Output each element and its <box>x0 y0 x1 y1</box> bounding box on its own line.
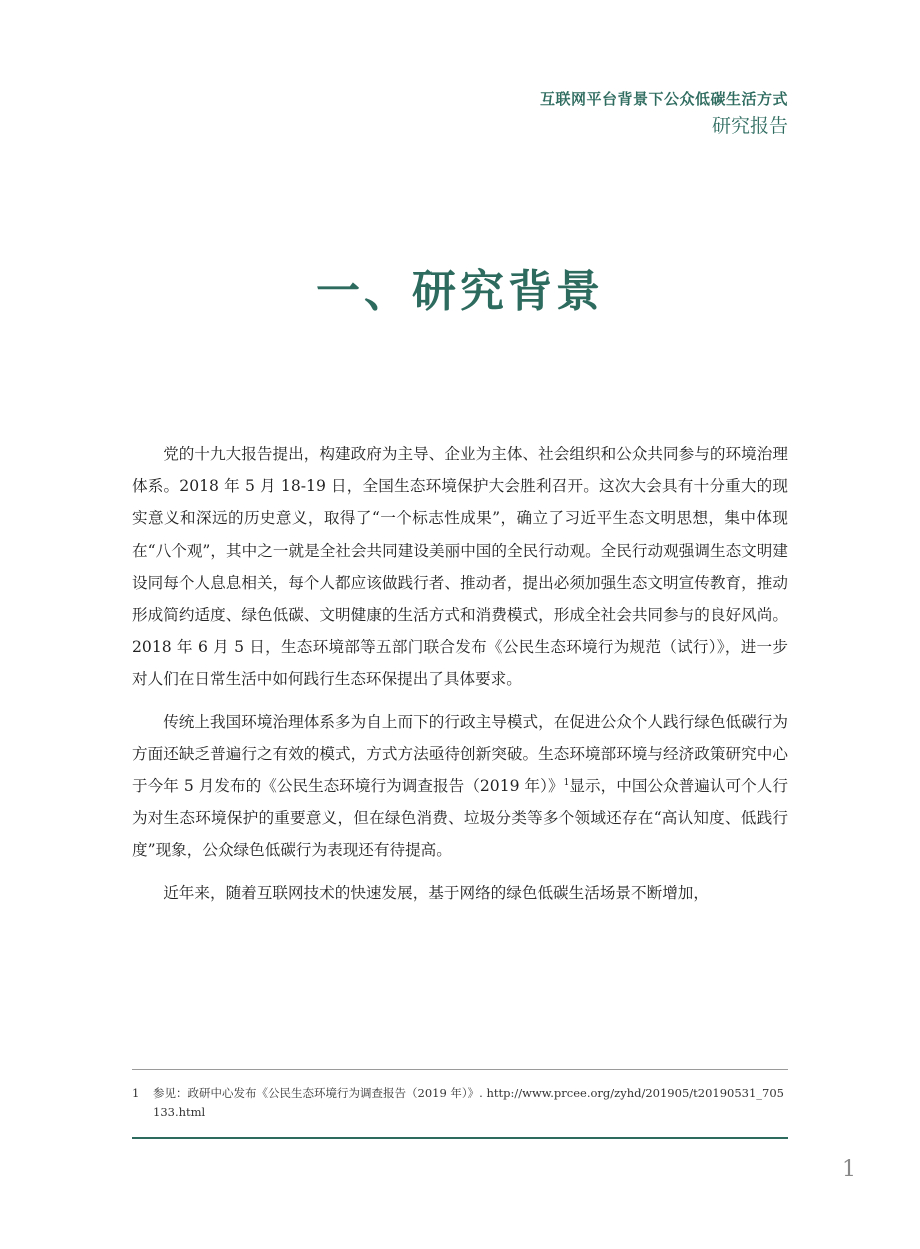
section-title: 一、研究背景 <box>316 266 604 317</box>
header-report-title: 互联网平台背景下公众低碳生活方式 <box>539 90 788 108</box>
footnote-divider <box>132 1069 788 1070</box>
paragraph-2 <box>132 706 788 867</box>
header-report-subtitle: 研究报告 <box>711 115 788 137</box>
footnote-text: 参见：政研中心发布《公民生态环境行为调查报告（2019 年）》. http://www.prcee.org/zyhd/201905/t20190531_705133.html <box>153 1086 784 1119</box>
paragraph-2-after: 显示，中国公众普遍认可个人行为对生态环境保护的重要意义，但在绿色消费、垃圾分类等多个领域还存在“高认知度、低践行度”现象，公众绿色低碳行为表现还有待提高。 <box>132 777 788 860</box>
footer-rule <box>132 1137 788 1139</box>
paragraph-2-before: 传统上我国环境治理体系多为自上而下的行政主导模式，在促进公众个人践行绿色低碳行为方面还缺乏普遍行之有效的模式，方式方法亟待创新突破。生态环境部环境与经济政策研究中心于今年 5 月发布的《公民生态环境行为调查报告（2019 年）》 <box>132 712 788 796</box>
running-header <box>540 88 788 138</box>
footnote <box>132 1084 788 1122</box>
paragraph-1: 党的十九大报告提出，构建政府为主导、企业为主体、社会组织和公众共同参与的环境治理体系。2018 年 5 月 18-19 日，全国生态环境保护大会胜利召开。这次大会具有十分重大的现实意义和深远的历史意义，取得了“一个标志性成果”，确立了习近平生态文明思想，集中体现在“八个观”，其中之一就是全社会共同建设美丽中国的全民行动观。全民行动观强调生态文明建设同每个人息息相关，每个人都应该做践行者、推动者，提出必须加强生态文明宣传教育，推动形成简约适度、绿色低碳、文明健康的生活方式和消费模式，形成全社会共同参与的良好风尚。2018 年 6 月 5 日，生态环境部等五部门联合发布《公民生态环境行为规范（试行）》，进一步对人们在日常生活中如何践行生态环保提出了具体要求。 <box>132 445 788 689</box>
paragraph-3: 近年来，随着互联网技术的快速发展，基于网络的绿色低碳生活场景不断增加， <box>163 883 709 902</box>
page-number: 1 <box>842 1157 856 1182</box>
footnote-number: 1 <box>132 1086 140 1100</box>
body-text <box>132 438 788 919</box>
footnote-reference: 1 <box>563 777 570 788</box>
